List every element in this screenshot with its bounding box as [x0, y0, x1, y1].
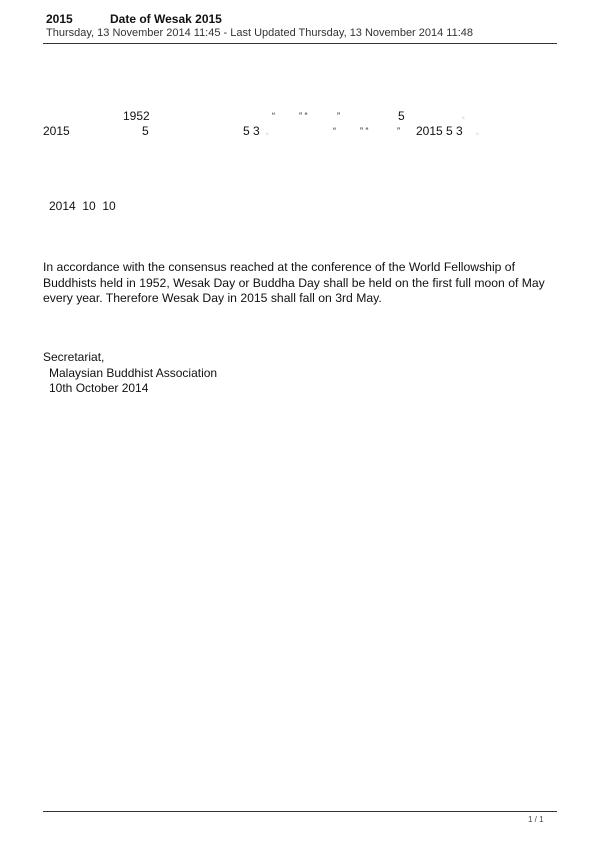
cjk-fragment: 5: [142, 124, 149, 138]
cjk-fragment: 。: [476, 129, 483, 136]
signoff: Secretariat,: [43, 350, 105, 364]
cjk-fragment: “: [333, 126, 336, 136]
signoff-date: 10th October 2014: [49, 381, 149, 395]
cjk-fragment: ”: [337, 111, 340, 121]
cjk-fragment: ” “: [299, 111, 308, 121]
cjk-fragment: 2015 5 3: [416, 124, 463, 138]
page-number: 1 / 1: [528, 815, 544, 824]
english-paragraph: In accordance with the consensus reached at the conference of the World Fellowship of Buddhists held in 1952, Wesak Day or Buddha Day shall be held on the first full moon of May every year. Therefore Wesak Day in 2015 shall fall on 3rd May.: [43, 260, 545, 305]
cjk-date: 2014 10 10: [49, 199, 116, 213]
meta-dates: Thursday, 13 November 2014 11:45 - Last Updated Thursday, 13 November 2014 11:48: [46, 27, 474, 39]
cjk-fragment: 。: [462, 113, 469, 120]
title-prefix: 2015: [46, 12, 73, 26]
organization: Malaysian Buddhist Association: [49, 366, 218, 380]
page-title: Date of Wesak 2015: [110, 12, 222, 26]
cjk-fragment: 1952: [123, 109, 150, 123]
cjk-fragment: 。: [266, 129, 273, 136]
cjk-fragment: 5 3: [243, 124, 260, 138]
cjk-fragment: “: [272, 111, 275, 121]
cjk-fragment: ”: [397, 126, 400, 136]
header-rule: [43, 43, 557, 44]
cjk-fragment: 2015: [43, 124, 70, 138]
footer-rule: [43, 811, 557, 812]
cjk-fragment: ” “: [360, 126, 369, 136]
cjk-fragment: 5: [398, 109, 405, 123]
